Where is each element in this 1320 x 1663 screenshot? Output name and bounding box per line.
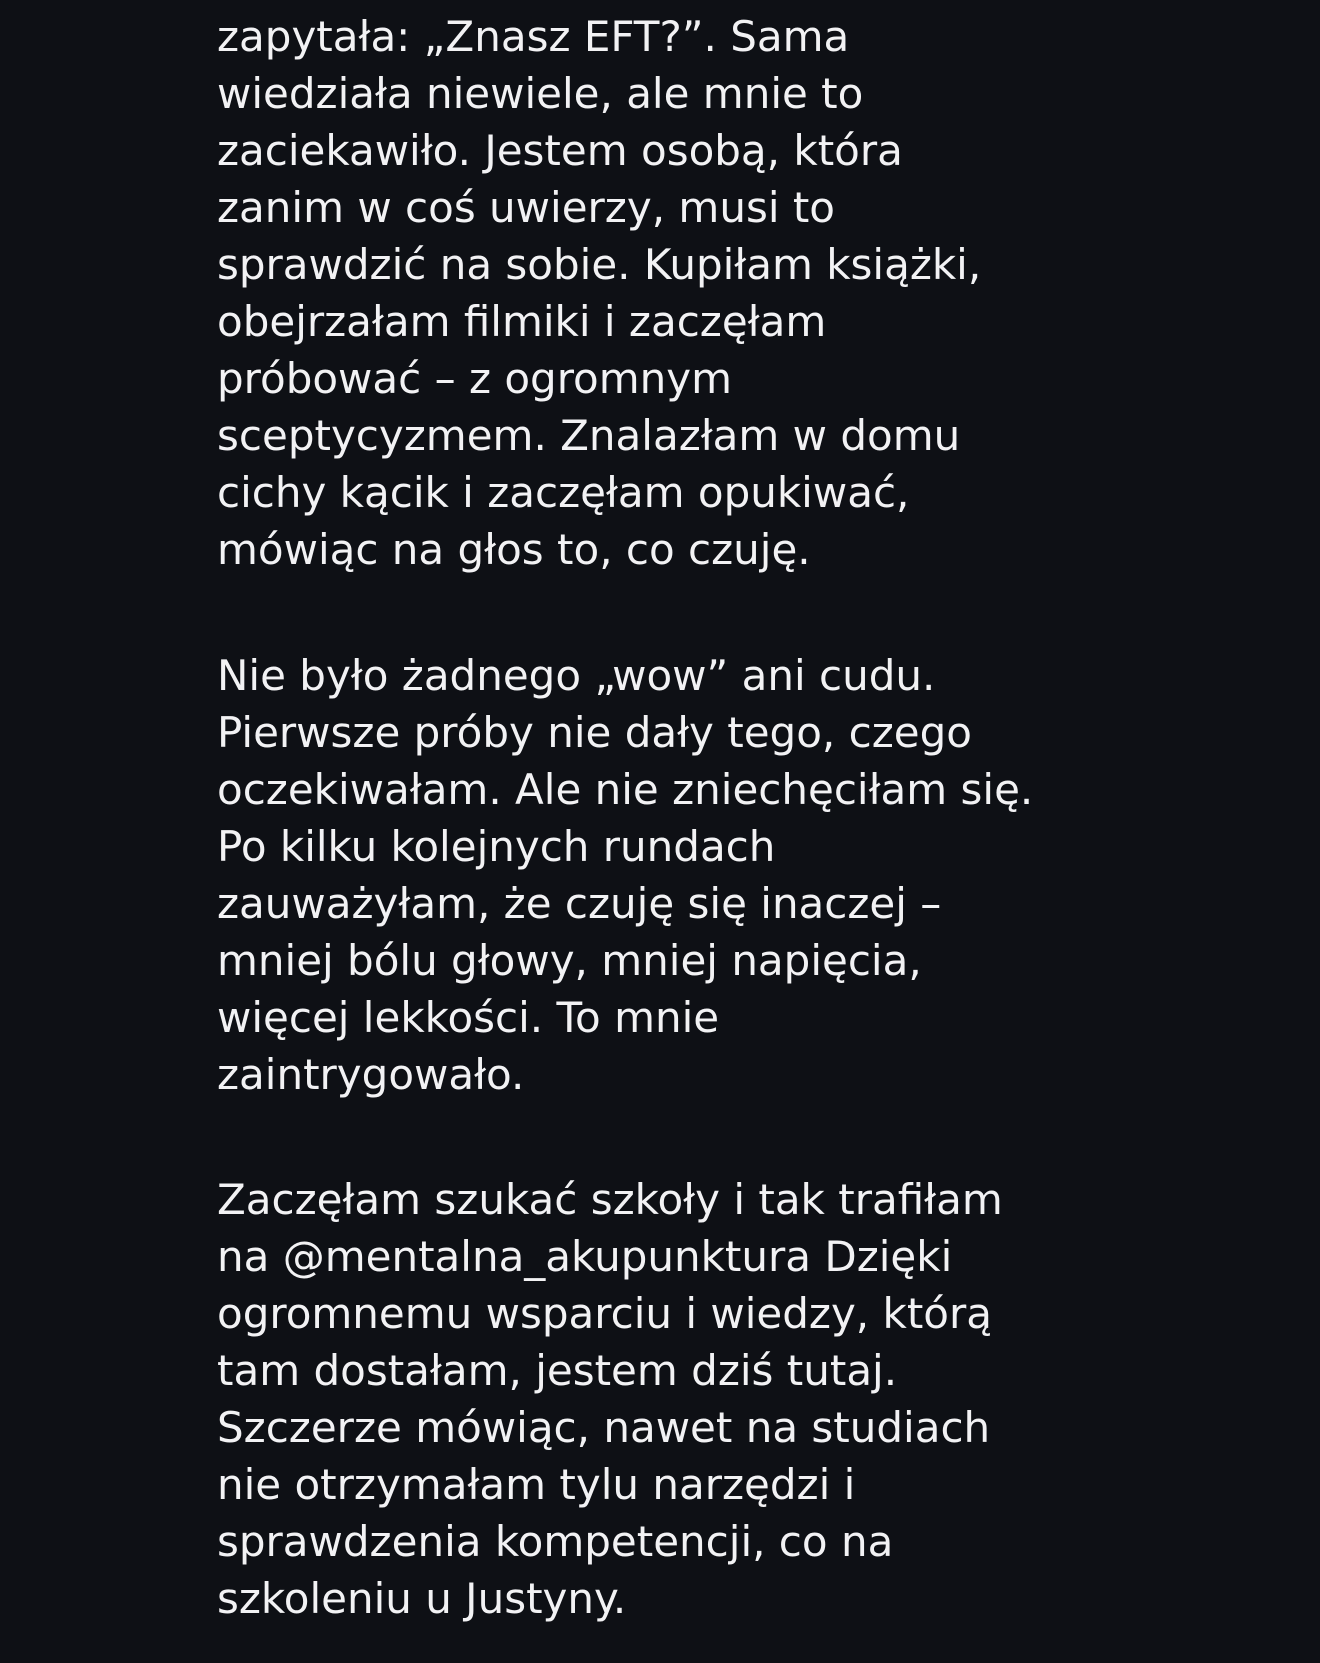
text-line: sceptycyzmem. Znalazłam w domu (217, 411, 961, 460)
text-line: sprawdzić na sobie. Kupiłam książki, (217, 240, 982, 289)
text-line: mniej bólu głowy, mniej napięcia, (217, 936, 922, 985)
text-line: mówiąc na głos to, co czuję. (217, 525, 811, 574)
text-line: Po kilku kolejnych rundach (217, 822, 776, 871)
text-line: cichy kącik i zaczęłam opukiwać, (217, 468, 910, 517)
text-line: zaintrygowało. (217, 1050, 525, 1099)
text-line: Pierwsze próby nie dały tego, czego (217, 708, 972, 757)
text-line: ogromnemu wsparciu i wiedzy, którą (217, 1289, 992, 1338)
text-line: tam dostałam, jestem dziś tutaj. (217, 1346, 898, 1395)
text-line: zapytała: „Znasz EFT?”. Sama (217, 12, 850, 61)
text-line: próbować – z ogromnym (217, 354, 733, 403)
text-line: szkoleniu u Justyny. (217, 1574, 627, 1623)
text-line: sprawdzenia kompetencji, co na (217, 1517, 894, 1566)
text-line: więcej lekkości. To mnie (217, 993, 720, 1042)
text-line: zaciekawiło. Jestem osobą, która (217, 126, 903, 175)
text-line: zanim w coś uwierzy, musi to (217, 183, 836, 232)
paragraph-2 (217, 647, 1033, 1103)
text-line: oczekiwałam. Ale nie zniechęciłam się. (217, 765, 1034, 814)
text-line: Zaczęłam szukać szkoły i tak trafiłam (217, 1175, 1003, 1224)
text-line: Nie było żadnego „wow” ani cudu. (217, 651, 936, 700)
text-line: wiedziała niewiele, ale mnie to (217, 69, 864, 118)
paragraph-3 (217, 1171, 1003, 1627)
text-line: Szczerze mówiąc, nawet na studiach (217, 1403, 991, 1452)
text-line: obejrzałam filmiki i zaczęłam (217, 297, 827, 346)
text-line: zauważyłam, że czuję się inaczej – (217, 879, 942, 928)
text-line: nie otrzymałam tylu narzędzi i (217, 1460, 856, 1509)
text-line: na @mentalna_akupunktura Dzięki (217, 1232, 953, 1281)
paragraph-1 (217, 8, 981, 578)
